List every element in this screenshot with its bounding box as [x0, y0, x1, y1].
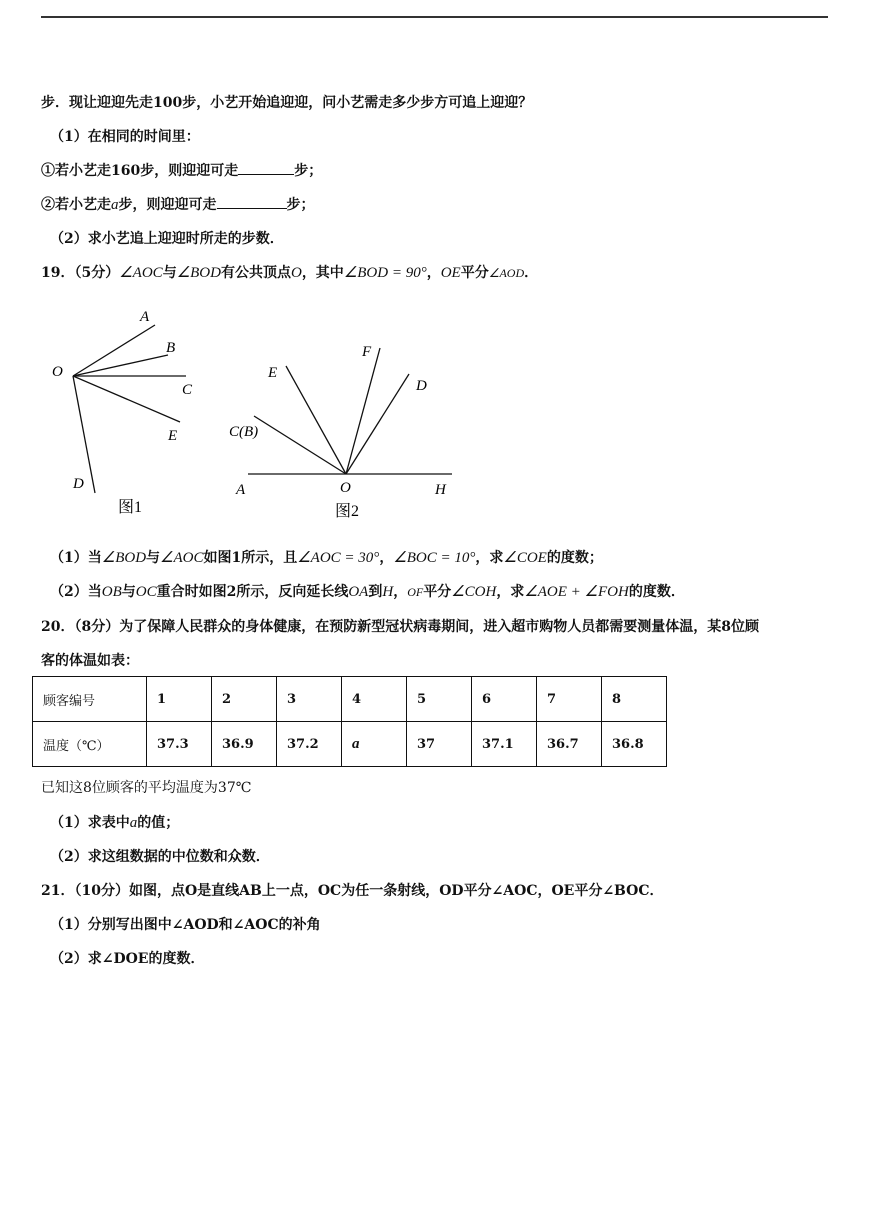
q18-case2: ②若小艺走a步，则迎迎可走 步；: [41, 197, 315, 213]
ray-of: [346, 348, 380, 474]
q21-stem: 21．（10分）如图，点O是直线AB上一点，OC为任一条射线，OD平分∠AOC，OE平分∠BOC．: [41, 883, 664, 899]
ray-od: [346, 374, 409, 474]
q18-part1: （1）在相同的时间里：: [50, 129, 200, 145]
q20-known: 已知这8位顾客的平均温度为37℃: [41, 780, 252, 796]
label-f: F: [362, 344, 372, 360]
q18-text: 步．现让迎迎先走100步，小艺开始追迎迎，问小艺需走多少步方可追上迎迎？: [41, 95, 533, 111]
table-cell: 37.1: [472, 722, 537, 767]
table-cell: 4: [342, 677, 407, 722]
ray-oa: [73, 325, 155, 376]
answer-blank[interactable]: [217, 196, 287, 209]
q18-part2: （2）求小艺追上迎迎时所走的步数．: [50, 231, 284, 247]
label-e: E: [168, 428, 178, 444]
figure-1-caption: 图1: [118, 499, 143, 516]
q20-part2: （2）求这组数据的中位数和众数．: [50, 849, 270, 865]
q20-stem-line1: 20．（8分）为了保障人民群众的身体健康，在预防新型冠状病毒期间，进入超市购物人员都需要测量体温，某8位顾: [41, 619, 759, 635]
label-h: H: [435, 482, 446, 498]
table-cell: 2: [212, 677, 277, 722]
figure-2-caption: 图2: [335, 503, 360, 520]
q19-part2: （2）当OB与OC重合时如图2所示，反向延长线OA到H，OF平分∠COH，求∠AOE + ∠FOH的度数．: [50, 584, 685, 600]
q20-part1: （1）求表中a的值；: [50, 815, 180, 831]
label-cb: C(B): [229, 424, 259, 440]
label-d: D: [416, 378, 427, 394]
ray-oe: [286, 366, 346, 474]
table-header-cell: 顾客编号: [33, 677, 147, 722]
q20-stem-line2: 客的体温如表：: [41, 653, 139, 669]
table-cell: 36.7: [537, 722, 602, 767]
table-header-cell: 温度（℃）: [33, 722, 147, 767]
label-e: E: [268, 365, 278, 381]
table-cell: 8: [602, 677, 667, 722]
q19-part1: （1）当∠BOD与∠AOC如图1所示，且∠AOC = 30°，∠BOC = 10°，求∠COE的度数；: [50, 550, 603, 566]
label-c: C: [182, 382, 193, 398]
q21-part2: （2）求∠DOE的度数．: [50, 951, 205, 967]
q21-part1: （1）分别写出图中∠AOD和∠AOC的补角: [50, 917, 321, 933]
label-a: A: [236, 482, 246, 498]
label-o: O: [52, 364, 63, 380]
temperature-table: [32, 676, 667, 767]
table-cell: 7: [537, 677, 602, 722]
table-cell: 37.2: [277, 722, 342, 767]
ray-oe: [73, 376, 180, 422]
table-cell: 6: [472, 677, 537, 722]
ray-oc: [254, 416, 346, 474]
top-rule: [41, 16, 828, 18]
q18-case1: ①若小艺走160步，则迎迎可走 步；: [41, 163, 323, 179]
ray-ob: [73, 355, 168, 376]
table-cell: 5: [407, 677, 472, 722]
label-o: O: [340, 480, 351, 496]
q19-stem: 19．（5分）∠AOC与∠BOD有公共顶点O，其中∠BOD = 90°，OE平分∠AOD．: [41, 265, 539, 281]
table-cell: 36.9: [212, 722, 277, 767]
table-cell: 1: [147, 677, 212, 722]
label-b: B: [166, 340, 176, 356]
table-cell: 36.8: [602, 722, 667, 767]
table-cell: 37.3: [147, 722, 212, 767]
figure-1: [40, 300, 210, 525]
table-cell: 3: [277, 677, 342, 722]
answer-blank[interactable]: [238, 162, 294, 175]
label-d: D: [73, 476, 84, 492]
figure-2: [220, 330, 470, 525]
table-cell: 37: [407, 722, 472, 767]
table-row: [33, 722, 667, 767]
table-cell: a: [342, 722, 407, 767]
label-a: A: [140, 309, 150, 325]
table-row: [33, 677, 667, 722]
